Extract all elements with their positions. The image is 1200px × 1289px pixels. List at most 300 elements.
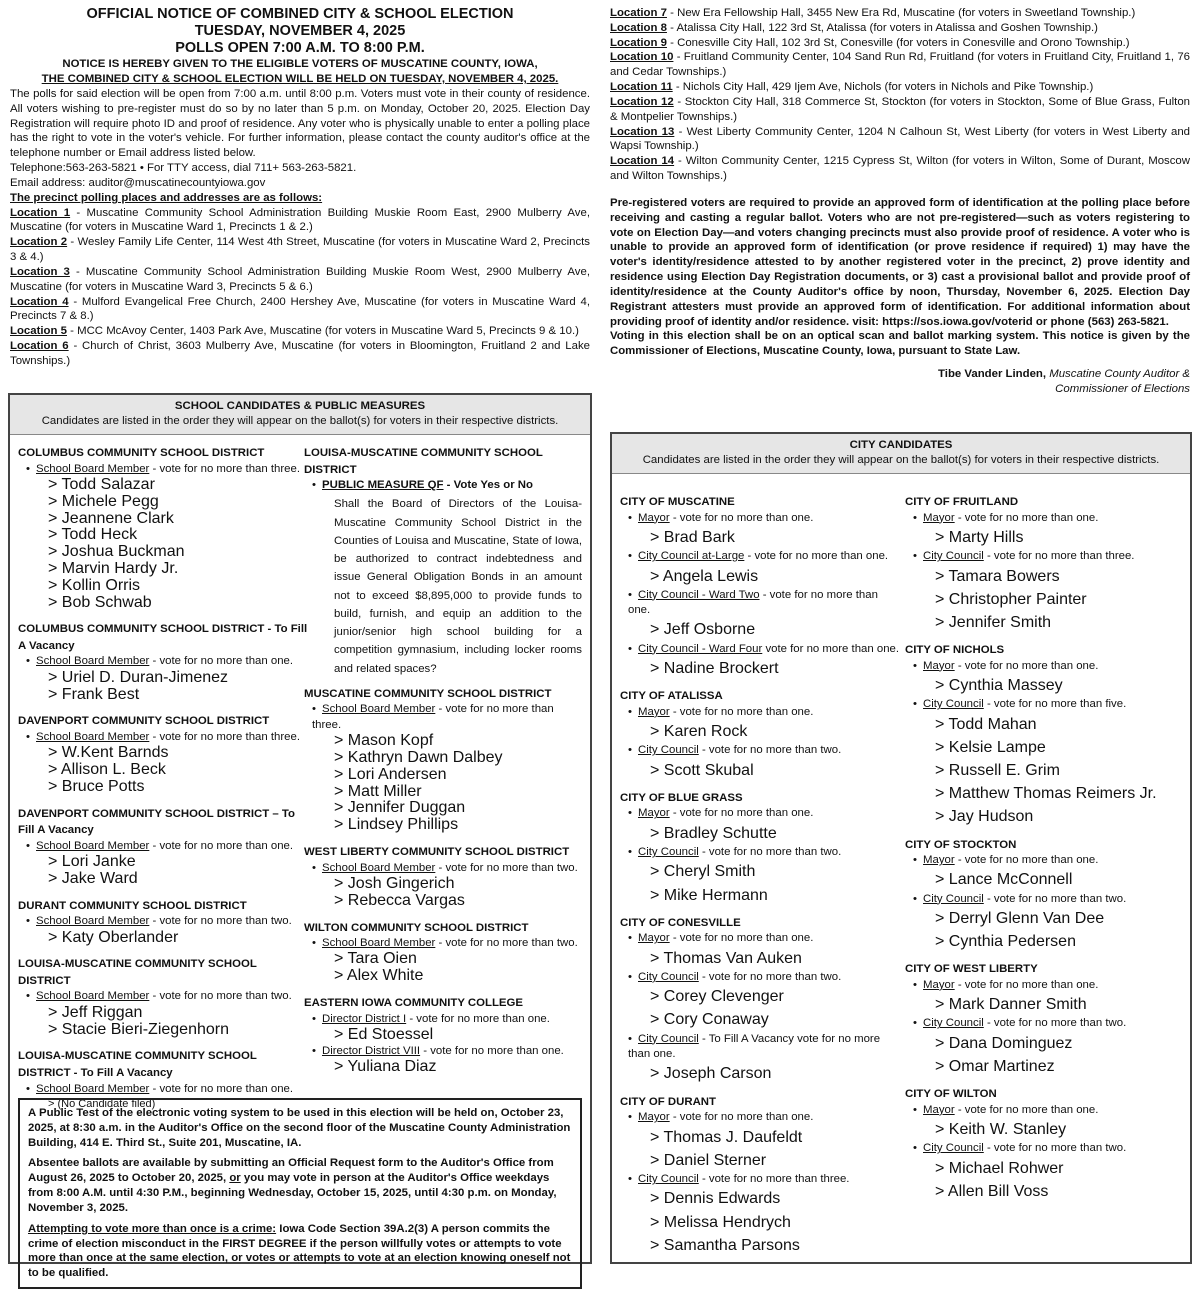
location-label: Location 3 bbox=[10, 265, 70, 278]
candidate-name: > Allison L. Beck bbox=[48, 761, 166, 779]
location-label: Location 1 bbox=[10, 206, 71, 219]
bullet-icon: • bbox=[26, 990, 30, 1003]
vote-rule: - vote for no more than one. bbox=[149, 655, 294, 668]
vote-rule: - vote for no more than one. bbox=[954, 511, 1099, 524]
polling-places-heading: The precinct polling places and addresses are as follows: bbox=[10, 191, 323, 204]
office-name: City Council bbox=[923, 1142, 984, 1155]
district-heading: EASTERN IOWA COMMUNITY COLLEGE bbox=[304, 997, 523, 1010]
location-text: - New Era Fellowship Hall, 3455 New Era Rd, Muscatine (for voters in Sweetland Township.) bbox=[666, 7, 1136, 19]
district-heading: DAVENPORT COMMUNITY SCHOOL DISTRICT bbox=[18, 715, 270, 728]
candidate-name: > Samantha Parsons bbox=[650, 1236, 800, 1254]
right-column bbox=[610, 6, 1190, 397]
location-label: Location 9 bbox=[610, 36, 667, 49]
bullet-icon: • bbox=[913, 659, 917, 672]
absentee-or: or bbox=[229, 1172, 241, 1185]
school-column-2 bbox=[304, 445, 582, 1076]
bullet-icon: • bbox=[913, 698, 917, 711]
vote-rule: - vote for no more than two. bbox=[149, 915, 292, 928]
office-line bbox=[905, 511, 1185, 526]
district-heading: CITY OF WEST LIBERTY bbox=[905, 963, 1038, 976]
candidate-name: > Matthew Thomas Reimers Jr. bbox=[935, 785, 1157, 803]
candidate-name: > Melissa Hendrych bbox=[650, 1213, 791, 1231]
crime-text: Iowa Code Section 39A.2(3) A person commits the crime of election misconduct in the FIRST DEGREE if the person willfully votes or attempts to vote more than once at the same election, or votes or attempts to vote at an election knowing oneself not to be qualified. bbox=[28, 1222, 571, 1280]
district-heading: CITY OF WILTON bbox=[905, 1088, 997, 1101]
office-name: Director District I bbox=[322, 1012, 407, 1025]
office-line bbox=[905, 853, 1185, 868]
vote-rule: - vote for no more than one. bbox=[954, 978, 1099, 991]
office-name: Mayor bbox=[923, 1103, 955, 1116]
location-label: Location 13 bbox=[610, 125, 675, 138]
office-line bbox=[620, 931, 900, 946]
office-name: City Council bbox=[638, 744, 699, 757]
candidate-name: > Tara Oien bbox=[334, 950, 417, 968]
location-text: - Muscatine Community School Administration Building Muskie Room East, 2900 Mulberry Ave, Muscatine (for voters in Muscatine Ward 1, Precincts 1 & 2.) bbox=[10, 206, 590, 234]
office-name: City Council bbox=[638, 1172, 699, 1185]
location-text: - Church of Christ, 3603 Mulberry Ave, Muscatine (for voters in Bloomington, Fruitland 2 and Lake Townships.) bbox=[10, 340, 590, 367]
bullet-icon: • bbox=[628, 807, 632, 820]
election-date: TUESDAY, NOVEMBER 4, 2025 bbox=[194, 23, 406, 40]
bullet-icon: • bbox=[628, 744, 632, 757]
vote-rule: - vote for no more than one. bbox=[149, 1082, 294, 1095]
office-name: School Board Member bbox=[36, 462, 150, 475]
city-box-subtitle: Candidates are listed in the order they will appear on the ballot(s) for voters in their respective districts. bbox=[642, 453, 1160, 466]
candidate-name: > Michael Rohwer bbox=[935, 1159, 1064, 1177]
office-line bbox=[304, 702, 582, 733]
vote-rule: - vote for no more than one. bbox=[669, 807, 814, 820]
school-column-2-districts bbox=[304, 686, 582, 1076]
signature-name: Tibe Vander Linden, bbox=[938, 368, 1047, 381]
bullet-icon: • bbox=[913, 854, 917, 867]
candidate-name: > Dennis Edwards bbox=[650, 1190, 781, 1208]
candidate-name: > Bruce Potts bbox=[48, 777, 145, 795]
candidate-name: > Mark Danner Smith bbox=[935, 996, 1087, 1014]
candidate-name: > Lance McConnell bbox=[935, 871, 1073, 889]
location-entry bbox=[10, 339, 590, 369]
location-entry bbox=[610, 6, 1190, 21]
vote-rule: - vote for no more than two. bbox=[983, 892, 1127, 905]
district-heading: CITY OF STOCKTON bbox=[905, 838, 1017, 851]
location-label: Location 5 bbox=[10, 325, 67, 338]
location-text: - Wilton Community Center, 1215 Cypress St, Wilton (for voters in Wilton, Some of Durant, Moscow and Wilton Townships.) bbox=[610, 155, 1190, 183]
candidate-name: > Jay Hudson bbox=[935, 808, 1034, 826]
vote-rule: - vote for no more than five. bbox=[983, 698, 1127, 711]
location-text: - Stockton City Hall, 318 Commerce St, Stockton (for voters in Stockton, Some of Blue Grass, Fulton & Montpelier Townships.) bbox=[610, 95, 1191, 123]
candidate-name: > Bradley Schutte bbox=[650, 824, 777, 842]
vote-rule: - vote for no more than one. bbox=[744, 550, 889, 563]
candidate-name: > Brad Bark bbox=[650, 528, 735, 546]
district-heading: LOUISA-MUSCATINE COMMUNITY SCHOOL DISTRICT - To Fill A Vacancy bbox=[18, 1050, 257, 1079]
school-candidates-box bbox=[8, 393, 592, 1280]
public-measure-text: Shall the Board of Directors of the Louisa-Muscatine Community School District in the Counties of Louisa and Muscatine, State of Iowa, be authorized to contract indebtedness and issue General Obligation Bonds in an amount not to exceed $8,895,000 to provide funds to build, furnish, and equip an addition to the junior/senior high school building for a competition gymnasium, including locker rooms and related spaces? bbox=[334, 498, 582, 675]
location-text: - Conesville City Hall, 102 3rd St, Conesville (for voters in Conesville and Orono Township.) bbox=[666, 36, 1130, 49]
office-name: City Council bbox=[638, 846, 699, 859]
bullet-icon: • bbox=[312, 1044, 316, 1057]
district-heading: WILTON COMMUNITY SCHOOL DISTRICT bbox=[304, 921, 529, 934]
candidate-name: > Dana Dominguez bbox=[935, 1034, 1073, 1052]
office-name: School Board Member bbox=[36, 1082, 150, 1095]
candidate-name: > Cheryl Smith bbox=[650, 863, 756, 881]
district-heading: MUSCATINE COMMUNITY SCHOOL DISTRICT bbox=[304, 687, 552, 700]
office-name: City Council - Ward Two bbox=[638, 588, 760, 601]
vote-rule: - vote for no more than three. bbox=[312, 703, 554, 731]
office-name: Mayor bbox=[638, 807, 670, 820]
poll-hours: POLLS OPEN 7:00 A.M. TO 8:00 P.M. bbox=[175, 40, 425, 57]
bullet-icon: • bbox=[628, 550, 632, 563]
absentee-notice bbox=[28, 1156, 572, 1215]
location-entry bbox=[610, 21, 1190, 36]
candidate-name: > Joshua Buckman bbox=[48, 543, 185, 561]
bullet-icon: • bbox=[312, 937, 316, 950]
candidate-name: > Yuliana Diaz bbox=[334, 1058, 437, 1076]
location-text: - West Liberty Community Center, 1204 N Calhoun St, West Liberty (for voters in West Liberty and Wapsi Township.) bbox=[610, 125, 1190, 153]
candidate-name: > Todd Salazar bbox=[48, 475, 155, 493]
district-heading: LOUISA-MUSCATINE COMMUNITY SCHOOL DISTRICT bbox=[304, 447, 543, 476]
office-line bbox=[620, 845, 900, 860]
location-text: - Nichols City Hall, 429 Ijem Ave, Nichols (for voters in Nichols and Pike Township.) bbox=[672, 81, 1094, 94]
candidate-name: > Marvin Hardy Jr. bbox=[48, 559, 179, 577]
location-label: Location 2 bbox=[10, 236, 68, 249]
candidate-name: > Jeff Riggan bbox=[48, 1003, 143, 1021]
candidate-name: > Omar Martinez bbox=[935, 1058, 1055, 1076]
candidate-name: > Thomas J. Daufeldt bbox=[650, 1128, 803, 1146]
office-name: School Board Member bbox=[322, 703, 436, 716]
office-name: City Council bbox=[923, 1017, 984, 1030]
office-line bbox=[18, 914, 308, 929]
district-heading: CITY OF FRUITLAND bbox=[905, 496, 1019, 508]
office-line bbox=[304, 936, 582, 951]
candidate-name: > Marty Hills bbox=[935, 528, 1024, 546]
no-candidate-note: > (No Candidate filed) bbox=[48, 1097, 156, 1110]
candidate-name: > Tamara Bowers bbox=[935, 567, 1060, 585]
vote-rule: - vote for no more than two. bbox=[983, 1017, 1127, 1030]
vote-rule: - To Fill A Vacancy vote for no more than one. bbox=[628, 1032, 881, 1061]
candidate-name: > Jennifer Smith bbox=[935, 613, 1052, 631]
candidate-name: > Frank Best bbox=[48, 685, 140, 703]
district-heading: DURANT COMMUNITY SCHOOL DISTRICT bbox=[18, 899, 247, 912]
city-column-1 bbox=[620, 486, 900, 1257]
candidate-name: > Thomas Van Auken bbox=[650, 949, 802, 967]
candidate-name: > Lori Janke bbox=[48, 853, 136, 871]
location-label: Location 14 bbox=[610, 155, 675, 168]
location-text: - Wesley Family Life Center, 114 West 4th Street, Muscatine (for voters in Muscatine Ward 2, Precincts 3 & 4.) bbox=[10, 236, 591, 264]
office-line bbox=[18, 462, 308, 477]
signature bbox=[610, 367, 1190, 397]
intro-paragraph: The polls for said election will be open from 7:00 a.m. until 8:00 p.m. Voters must vote in their county of residence. All voters wishing to pre-register must do so by no later than 5 p.m. on Monday, October 20, 2025. Election Day Registration will require photo ID and proof of residence. Any voter who is physically unable to enter a polling place has the right to vote in the voter's vehicle. For further information, please contact the county auditor's office at the telephone number or Email address listed below. bbox=[10, 87, 590, 160]
vote-rule: - vote for no more than three. bbox=[149, 730, 301, 743]
candidate-name: > Kathryn Dawn Dalbey bbox=[334, 749, 503, 767]
district-heading: WEST LIBERTY COMMUNITY SCHOOL DISTRICT bbox=[304, 846, 570, 859]
candidate-name: > Russell E. Grim bbox=[935, 761, 1060, 779]
bullet-icon: • bbox=[913, 978, 917, 991]
location-label: Location 8 bbox=[610, 21, 667, 34]
vote-rule: - vote for no more than one. bbox=[149, 839, 294, 852]
city-box-header bbox=[612, 434, 1190, 474]
vote-rule: - vote for no more than two. bbox=[435, 861, 578, 874]
district-heading: COLUMBUS COMMUNITY SCHOOL DISTRICT - To Fill A Vacancy bbox=[18, 623, 308, 652]
locations-list-right bbox=[610, 6, 1190, 184]
vote-rule: - vote for no more than one. bbox=[954, 659, 1099, 672]
bullet-icon: • bbox=[26, 655, 30, 668]
candidate-name: > W.Kent Barnds bbox=[48, 744, 169, 762]
candidate-name: > Bob Schwab bbox=[48, 593, 152, 611]
vote-rule: - vote for no more than one. bbox=[669, 1111, 814, 1124]
school-box-header bbox=[10, 395, 590, 435]
candidate-name: > Angela Lewis bbox=[650, 567, 759, 585]
absentee-text-b: you may vote in person at the Auditor's Office weekdays from 8:00 A.M. until 4:30 P.M., beginning Wednesday, October 15, 2025, until 4:30 p.m. on Monday, November 3, 2025. bbox=[28, 1172, 557, 1214]
telephone-line: Telephone:563-263-5821 • For TTY access, dial 711+ 563-263-5821. bbox=[10, 162, 357, 175]
office-name: School Board Member bbox=[36, 915, 150, 928]
office-name: School Board Member bbox=[36, 730, 150, 743]
candidate-name: > Michele Pegg bbox=[48, 492, 159, 510]
vote-rule: - vote for no more than one. bbox=[954, 1103, 1099, 1116]
district-heading: LOUISA-MUSCATINE COMMUNITY SCHOOL DISTRICT bbox=[18, 958, 257, 987]
location-text: - MCC McAvoy Center, 1403 Park Ave, Muscatine (for voters in Muscatine Ward 5, Precincts 9 & 10.) bbox=[66, 325, 579, 338]
district-heading: CITY OF CONESVILLE bbox=[620, 916, 741, 929]
office-name: City Council at-Large bbox=[638, 550, 745, 563]
vote-rule: vote for no more than one. bbox=[762, 642, 900, 655]
candidate-name: > Lindsey Phillips bbox=[334, 816, 459, 834]
candidate-name: > Jennifer Duggan bbox=[334, 799, 466, 817]
district-heading: COLUMBUS COMMUNITY SCHOOL DISTRICT bbox=[18, 447, 265, 459]
location-label: Location 10 bbox=[610, 51, 674, 64]
vote-rule: - vote for no more than one. bbox=[669, 705, 814, 718]
candidate-name: > Joseph Carson bbox=[650, 1065, 772, 1083]
candidate-name: > Jake Ward bbox=[48, 869, 138, 887]
city-column-2 bbox=[905, 486, 1185, 1203]
candidate-name: > Josh Gingerich bbox=[334, 874, 455, 892]
candidate-name: > Derryl Glenn Van Dee bbox=[935, 910, 1105, 927]
bullet-icon: • bbox=[26, 1082, 30, 1095]
location-entry bbox=[10, 324, 590, 339]
location-entry bbox=[610, 50, 1190, 80]
bullet-icon: • bbox=[913, 1017, 917, 1030]
office-name: Mayor bbox=[923, 511, 955, 524]
candidate-name: > Christopher Painter bbox=[935, 590, 1087, 608]
office-line bbox=[304, 1012, 582, 1027]
bullet-icon: • bbox=[312, 861, 316, 874]
office-line bbox=[620, 511, 900, 526]
office-line bbox=[18, 1082, 308, 1097]
vote-rule: - vote for no more than two. bbox=[698, 970, 842, 983]
public-notice-box bbox=[18, 1098, 582, 1289]
id-requirements: Pre-registered voters are required to provide an approved form of identification at the polling place before receiving and casting a regular ballot. Voters who are not pre-registered—such as voters registering to vote on Election Day—and voters changing precincts must also provide proof of residence. A voter who is unable to provide an approved form of identification (or prove residence if required) 1) may have the voter's identity/residence attested to by another registered voter in the precinct, 2) prove identity and residence using Election Day Registration documents, or 3) cast a provisional ballot and provide proof of identity/residence at the County Auditor's office by noon, Thursday, November 6, 2025. Election Day Registrant attesters must provide an approved form of identification. For additional information about providing proof of identity and/or residence. visit: https://sos.iowa.gov/voterid or phone (563) 263-5821. bbox=[610, 196, 1190, 328]
email-line: Email address: auditor@muscatinecountyiowa.gov bbox=[10, 176, 266, 189]
school-box-subtitle: Candidates are listed in the order they will appear on the ballot(s) for voters in their respective districts. bbox=[41, 414, 559, 427]
office-line bbox=[620, 970, 900, 985]
location-entry bbox=[610, 154, 1190, 184]
location-label: Location 4 bbox=[10, 295, 69, 308]
school-box-title: SCHOOL CANDIDATES & PUBLIC MEASURES bbox=[174, 400, 426, 412]
bullet-icon: • bbox=[312, 703, 316, 716]
office-line bbox=[620, 549, 900, 564]
location-entry bbox=[10, 265, 590, 295]
office-line bbox=[18, 730, 308, 745]
location-text: - Mulford Evangelical Free Church, 2400 Hershey Ave, Muscatine (for voters in Muscatine Ward 4, Precincts 7 & 8.) bbox=[10, 295, 591, 323]
vote-rule: - vote for no more than three. bbox=[983, 550, 1135, 563]
candidate-name: > Corey Clevenger bbox=[650, 988, 784, 1006]
candidate-name: > Jeannene Clark bbox=[48, 509, 174, 527]
candidate-name: > Karen Rock bbox=[650, 723, 748, 741]
office-name: Mayor bbox=[638, 511, 670, 524]
bullet-icon: • bbox=[628, 1172, 632, 1185]
candidate-name: > Cynthia Massey bbox=[935, 676, 1063, 694]
candidate-name: > Ed Stoessel bbox=[334, 1026, 434, 1043]
bullet-icon: • bbox=[628, 511, 632, 524]
location-entry bbox=[610, 80, 1190, 95]
vote-rule: - vote for no more than one. bbox=[669, 932, 814, 945]
left-column bbox=[10, 6, 590, 369]
office-name: Mayor bbox=[638, 705, 670, 718]
candidate-name: > Daniel Sterner bbox=[650, 1151, 767, 1169]
office-name: Mayor bbox=[638, 1111, 670, 1124]
office-line bbox=[905, 1016, 1185, 1031]
location-text: - Muscatine Community School Administration Building Muskie Room West, 2900 Mulberry Ave, Muscatine (for voters in Muscatine Ward 3, Precincts 5 & 6.) bbox=[10, 265, 590, 293]
city-box-title: CITY CANDIDATES bbox=[849, 439, 953, 451]
office-line bbox=[905, 659, 1185, 674]
vote-rule: - vote for no more than two. bbox=[698, 744, 842, 757]
office-name: School Board Member bbox=[36, 990, 150, 1003]
candidate-name: > Allen Bill Voss bbox=[935, 1182, 1049, 1200]
office-name: City Council bbox=[638, 1032, 699, 1045]
location-label: Location 6 bbox=[10, 340, 69, 353]
office-name: Director District VIII bbox=[322, 1044, 421, 1057]
candidate-name: > Jeff Osborne bbox=[650, 621, 756, 639]
candidate-name: > Lori Andersen bbox=[334, 765, 447, 783]
office-name: School Board Member bbox=[322, 861, 436, 874]
office-line bbox=[620, 1110, 900, 1125]
vote-rule: - vote for no more than two. bbox=[983, 1142, 1127, 1155]
office-line bbox=[18, 839, 308, 854]
public-measure-label: PUBLIC MEASURE QF bbox=[322, 479, 444, 492]
office-name: City Council bbox=[638, 970, 699, 983]
candidate-name: > Kollin Orris bbox=[48, 576, 141, 594]
bullet-icon: • bbox=[26, 839, 30, 852]
location-entry bbox=[610, 95, 1190, 125]
location-entry bbox=[610, 36, 1190, 51]
office-line bbox=[905, 549, 1185, 564]
office-name: City Council - Ward Four bbox=[638, 642, 763, 655]
bullet-icon: • bbox=[628, 642, 632, 655]
crime-notice bbox=[28, 1222, 572, 1281]
crime-label: Attempting to vote more than once is a crime: bbox=[28, 1222, 277, 1235]
candidate-name: > Todd Heck bbox=[48, 526, 138, 544]
notice-line-1: NOTICE IS HEREBY GIVEN TO THE ELIGIBLE VOTERS OF MUSCATINE COUNTY, IOWA, bbox=[62, 58, 538, 71]
signature-title-1: Muscatine County Auditor & bbox=[1049, 368, 1190, 381]
vote-rule: - vote for no more than three. bbox=[698, 1172, 850, 1185]
location-entry bbox=[10, 206, 590, 236]
bullet-icon: • bbox=[628, 932, 632, 945]
office-name: City Council bbox=[923, 892, 984, 905]
candidate-name: > Nadine Brockert bbox=[650, 660, 779, 678]
office-line bbox=[620, 1172, 900, 1187]
bullet-icon: • bbox=[913, 1103, 917, 1116]
candidate-name: > Scott Skubal bbox=[650, 761, 754, 779]
location-entry bbox=[10, 295, 590, 325]
office-name: Mayor bbox=[923, 659, 955, 672]
office-name: Mayor bbox=[923, 978, 955, 991]
office-line bbox=[620, 705, 900, 720]
location-label: Location 7 bbox=[610, 7, 667, 19]
vote-rule: - vote for no more than one. bbox=[669, 511, 814, 524]
candidate-name: > Rebecca Vargas bbox=[334, 891, 465, 909]
bullet-icon: • bbox=[628, 1032, 632, 1045]
candidate-name: > Mike Hermann bbox=[650, 886, 768, 904]
bullet-icon: • bbox=[628, 970, 632, 983]
candidate-name: > Todd Mahan bbox=[935, 715, 1037, 733]
bullet-icon: • bbox=[26, 730, 30, 743]
public-test-notice: A Public Test of the electronic voting system to be used in this election will be held on, October 23, 2025, at 8:30 a.m. in the Auditor's Office on the second floor of the Muscatine County Administration Building, 414 E. Third St., Suite 201, Muscatine, IA. bbox=[28, 1107, 571, 1149]
vote-rule: - vote for no more than two. bbox=[698, 846, 842, 859]
district-heading: DAVENPORT COMMUNITY SCHOOL DISTRICT – To Fill A Vacancy bbox=[18, 807, 295, 837]
location-entry bbox=[610, 125, 1190, 155]
bullet-icon: • bbox=[26, 915, 30, 928]
bullet-icon: • bbox=[913, 550, 917, 563]
candidate-name: > Mason Kopf bbox=[334, 732, 434, 750]
public-measure-rule: - Vote Yes or No bbox=[443, 479, 533, 492]
vote-rule: - vote for no more than one. bbox=[406, 1012, 550, 1025]
candidate-name: > Kelsie Lampe bbox=[935, 738, 1046, 756]
school-column-1 bbox=[18, 445, 308, 1111]
vote-rule: - vote for no more than one. bbox=[954, 854, 1099, 867]
candidate-name: > Stacie Bieri-Ziegenhorn bbox=[48, 1020, 229, 1038]
office-line bbox=[620, 806, 900, 821]
candidate-name: > Cory Conaway bbox=[650, 1011, 769, 1029]
location-text: - Atalissa City Hall, 122 3rd St, Atalissa (for voters in Atalissa and Goshen Township.) bbox=[666, 21, 1098, 34]
candidate-name: > Uriel D. Duran-Jimenez bbox=[48, 668, 229, 686]
city-candidates-box bbox=[610, 432, 1192, 1264]
office-name: School Board Member bbox=[36, 839, 150, 852]
vote-rule: - vote for no more than three. bbox=[149, 462, 301, 475]
public-measure-line: • PUBLIC MEASURE QF - Vote Yes or No bbox=[312, 479, 533, 492]
bullet-icon: • bbox=[913, 1142, 917, 1155]
office-name: Mayor bbox=[638, 932, 670, 945]
district-heading: CITY OF ATALISSA bbox=[620, 690, 723, 703]
location-entry bbox=[10, 235, 590, 265]
office-line bbox=[620, 642, 900, 657]
office-line bbox=[905, 1103, 1185, 1118]
district-heading: CITY OF DURANT bbox=[620, 1095, 716, 1108]
office-line bbox=[905, 1141, 1185, 1156]
voting-system-notice: Voting in this election shall be on an optical scan and ballot marking system. This notice is given by the Commissioner of Elections, Muscatine County, Iowa, pursuant to State Law. bbox=[610, 330, 1190, 358]
office-line bbox=[620, 743, 900, 758]
bullet-icon: • bbox=[628, 588, 632, 601]
office-line bbox=[304, 1044, 582, 1059]
office-line bbox=[905, 892, 1185, 907]
notice-title: OFFICIAL NOTICE OF COMBINED CITY & SCHOOL ELECTION bbox=[86, 6, 514, 22]
candidate-name: > Keith W. Stanley bbox=[935, 1121, 1067, 1139]
bullet-icon: • bbox=[628, 705, 632, 718]
signature-title-2: Commissioner of Elections bbox=[1055, 382, 1190, 395]
office-line bbox=[620, 588, 900, 619]
location-label: Location 11 bbox=[610, 81, 673, 94]
vote-rule: - vote for no more than two. bbox=[149, 990, 292, 1003]
candidate-name: > Cynthia Pedersen bbox=[935, 933, 1076, 951]
vote-rule: - vote for no more than one. bbox=[420, 1044, 564, 1057]
bullet-icon: • bbox=[628, 846, 632, 859]
location-label: Location 12 bbox=[610, 95, 674, 108]
locations-list-left bbox=[10, 206, 590, 369]
location-text: - Fruitland Community Center, 104 Sand Run Rd, Fruitland (for voters in Fruitland City, Fruitland 1, 76 and Cedar Townships.) bbox=[610, 51, 1190, 79]
bullet-icon: • bbox=[913, 892, 917, 905]
office-line bbox=[18, 989, 308, 1004]
notice-line-2: THE COMBINED CITY & SCHOOL ELECTION WILL BE HELD ON TUESDAY, NOVEMBER 4, 2025. bbox=[41, 73, 559, 86]
office-line bbox=[905, 697, 1185, 712]
candidate-name: > Alex White bbox=[334, 967, 424, 985]
office-name: School Board Member bbox=[322, 937, 436, 950]
office-line bbox=[620, 1032, 900, 1063]
candidate-name: > Katy Oberlander bbox=[48, 928, 179, 946]
office-line bbox=[304, 861, 582, 876]
